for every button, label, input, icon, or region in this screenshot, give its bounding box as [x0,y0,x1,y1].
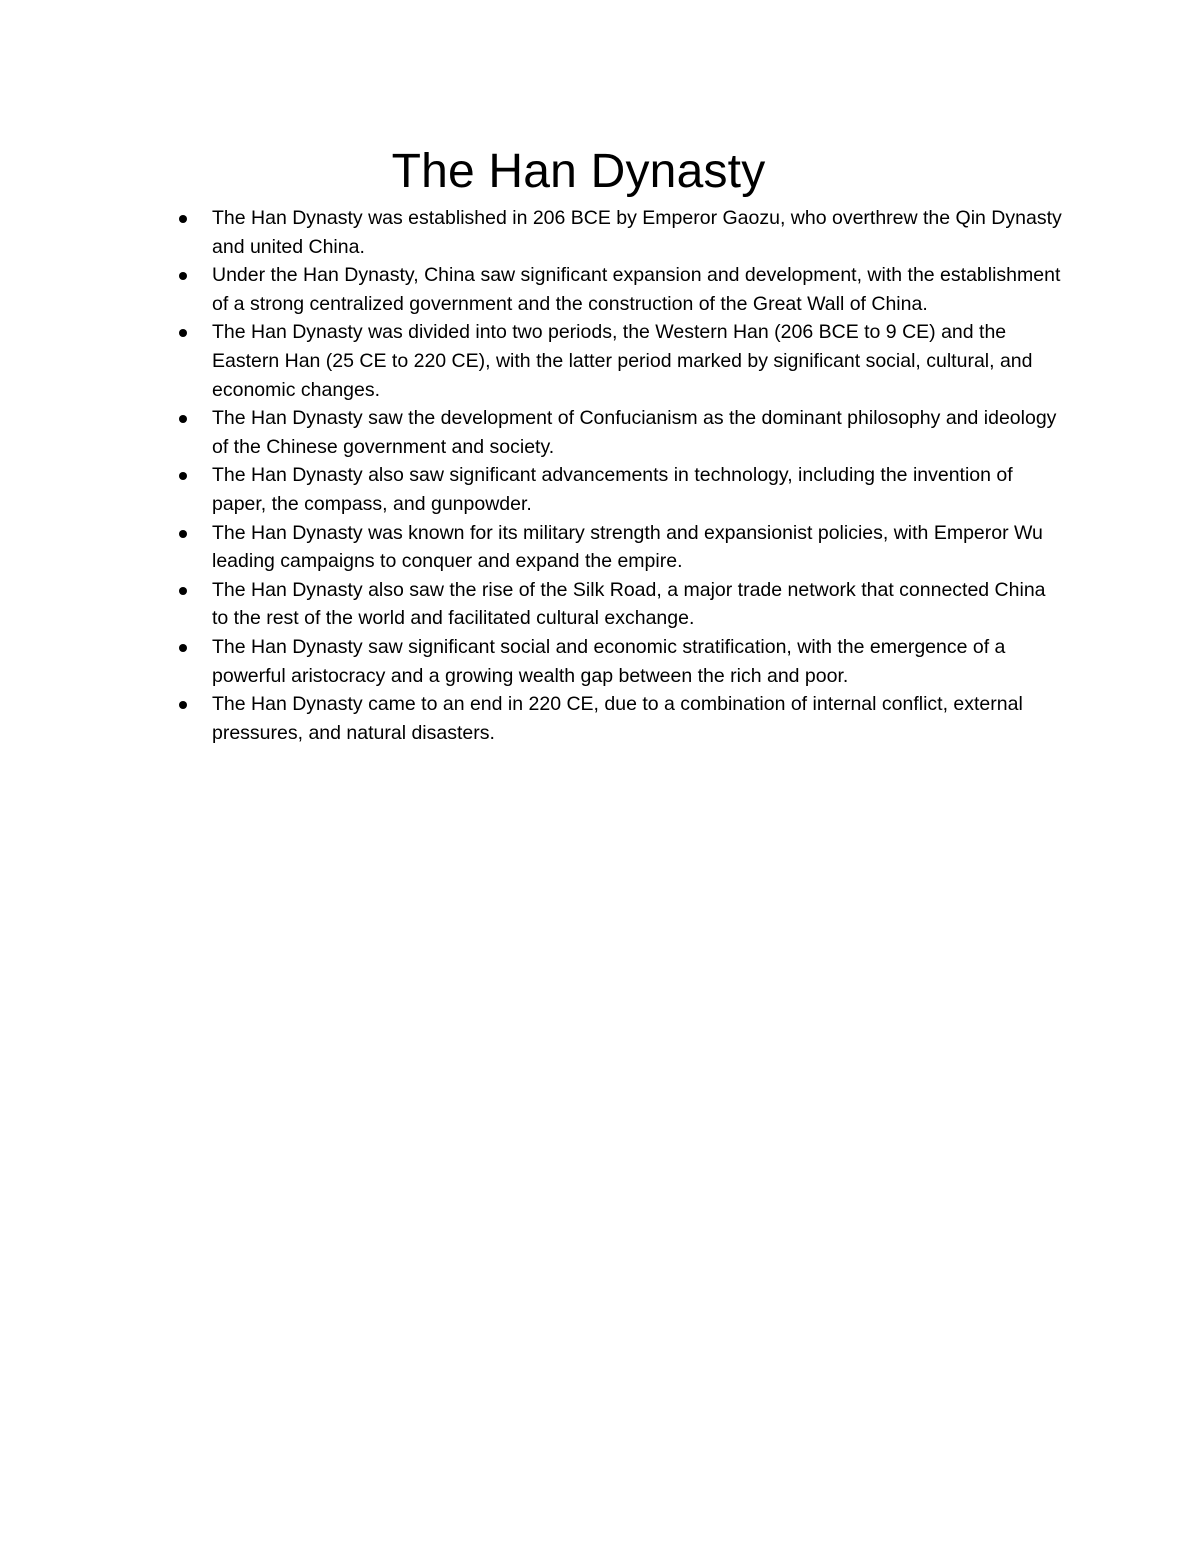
list-item [176,461,1066,518]
list-item-text: The Han Dynasty was divided into two periods, the Western Han (206 BCE to 9 CE) and the Eastern Han (25 CE to 220 CE), with the latter period marked by significant social, cultural, and economic changes. [212,321,1033,401]
list-item-text: The Han Dynasty came to an end in 220 CE, due to a combination of internal conflict, external pressures, and natural disasters. [212,693,1023,744]
bullet-icon [179,530,187,538]
bullet-icon [179,272,187,280]
list-item [176,576,1066,633]
list-item-text: The Han Dynasty also saw significant advancements in technology, including the invention of paper, the compass, and gunpowder. [212,464,1013,515]
list-item-text: The Han Dynasty was known for its military strength and expansionist policies, with Emperor Wu leading campaigns to conquer and expand the empire. [212,521,1043,573]
bullet-icon [179,329,187,337]
list-item-text: The Han Dynasty saw significant social and economic stratification, with the emergence of a powerful aristocracy and a growing wealth gap between the rich and poor. [212,635,1006,687]
list-item-text: Under the Han Dynasty, China saw significant expansion and development, with the establishment of a strong centralized government and the construction of the Great Wall of China. [212,264,1061,315]
bullet-icon [179,472,187,480]
bullet-icon [179,215,187,223]
document-title: The Han Dynasty [391,145,766,198]
list-item [176,690,1066,747]
bullet-icon [179,644,187,652]
list-item [176,633,1066,690]
bullet-icon [179,701,187,709]
list-item-text: The Han Dynasty also saw the rise of the Silk Road, a major trade network that connected China to the rest of the world and facilitated cultural exchange. [212,578,1046,630]
list-item-text: The Han Dynasty was established in 206 BCE by Emperor Gaozu, who overthrew the Qin Dynasty and united China. [212,207,1062,258]
bullet-icon [179,587,187,595]
list-item [176,204,1066,261]
list-item [176,261,1066,318]
bullet-list [176,204,1066,747]
list-item [176,404,1066,461]
list-item [176,318,1066,404]
list-item [176,519,1066,576]
list-item-text: The Han Dynasty saw the development of Confucianism as the dominant philosophy and ideology of the Chinese government and society. [212,407,1057,458]
bullet-icon [179,415,187,423]
